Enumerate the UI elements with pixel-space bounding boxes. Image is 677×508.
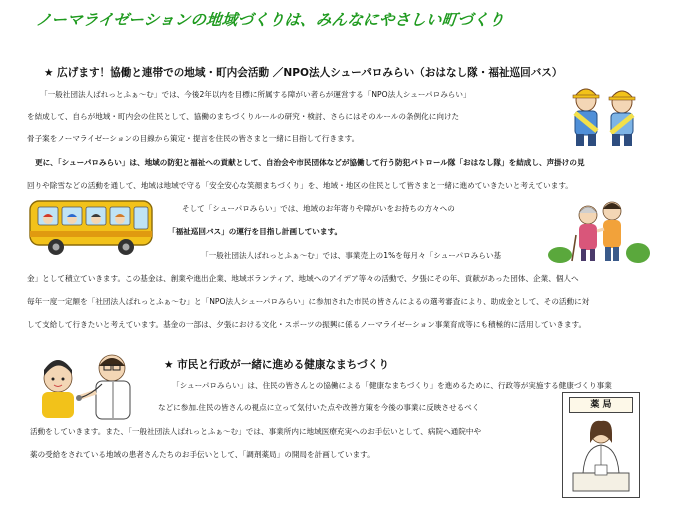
paragraph-line: 「一般社団法人ぱれっとふぁ～む」では、事業売上の1%を毎月々「シューパロみらい基	[201, 251, 502, 260]
paragraph-line: 骨子案をノーマライゼーションの目線から策定・提言を住民の皆さまと一緒に目指して行きます。	[27, 134, 360, 143]
paragraph-line: 毎年一度一定額を「社団法人ぱれっとふぁ～む」と「NPO法人シューパロみらい」に参加された市民の皆さんによるの選考審査により、助成金として、その活動に対	[27, 297, 590, 306]
pharmacy-illustration	[562, 392, 640, 498]
bus-illustration	[28, 197, 156, 259]
paragraph-line: などに参加.住民の皆さんの視点に立って気付いた点や改善方策を今後の事業に反映させるべく	[158, 403, 480, 412]
doctor-child-illustration	[32, 348, 152, 420]
section-heading-health: ★ 市民と行政が一緒に進める健康なまちづくり	[164, 359, 389, 371]
page-title: ノーマライゼーションの地域づくりは、みんなにやさしい町づくり	[35, 11, 506, 29]
pharmacy-sign: 薬 局	[569, 397, 633, 413]
paragraph-line: 「福祉巡回バス」の運行を目指し計画しています。	[168, 227, 343, 236]
paragraph-line: 回りや除雪などの活動を通して、地域は地域で守る「安全安心な笑顔まちづくり」を、地域・地区の住民として皆さまと一緒に進めていきたいと考えています。	[27, 181, 573, 190]
section-heading-community: ★ 広げます！協働と連帯での地域・町内会活動 ／NPO法人シューパロみらい（おはなし隊・福祉巡回バス）	[44, 67, 563, 79]
paragraph-line: 金」として積立ていきます。この基金は、創業や進出企業、地域ボランティア、地域へのアイデア等々の活動で、夕張にその年、貢献があった団体、企業、個人へ	[27, 274, 579, 283]
elderly-couple-illustration	[548, 195, 648, 265]
paragraph-line: 「シューパロみらい」は、住民の皆さんとの協働による「健康なまちづくり」を進めるために、行政等が実施する健康づくり事業	[172, 381, 612, 390]
paragraph-line: 更に、「シューパロみらい」は、地域の防犯と福祉への貢献として、自治会や市民団体などが協働して行う防犯パトロール隊「おはなし隊」を結成し、声掛けの見	[35, 158, 585, 167]
patrol-illustration	[558, 78, 650, 148]
paragraph-line: して支給して行きたいと考えています。基金の一部は、夕張における文化・スポーツの振興に係るノーマライゼーション事業育成等にも積極的に活用していきます。	[27, 320, 587, 329]
paragraph-line: 活動をしていきます。また、「一般社団法人ぱれっとふぁ～む」では、事業所内に地域医療充実へのお手伝いとして、病院へ通院中や	[30, 427, 482, 436]
paragraph-line: 「一般社団法人ぱれっとふぁ～む」では、今後2年以内を目標に所属する障がい者らが運営する「NPO法人シューパロみらい」	[40, 90, 471, 99]
paragraph-line: そして「シューパロみらい」では、地域のお年寄りや障がいをお持ちの方々への	[182, 204, 455, 213]
paragraph-line: を結成して、自らが地域・町内会の住民として、協働のまちづくりルールの研究・検討、さらにはそのルールの条例化に向けた	[27, 112, 460, 121]
paragraph-line: 薬の受給をされている地域の患者さんたちのお手伝いとして、「調剤薬局」の開局を計画しています。	[30, 450, 375, 459]
